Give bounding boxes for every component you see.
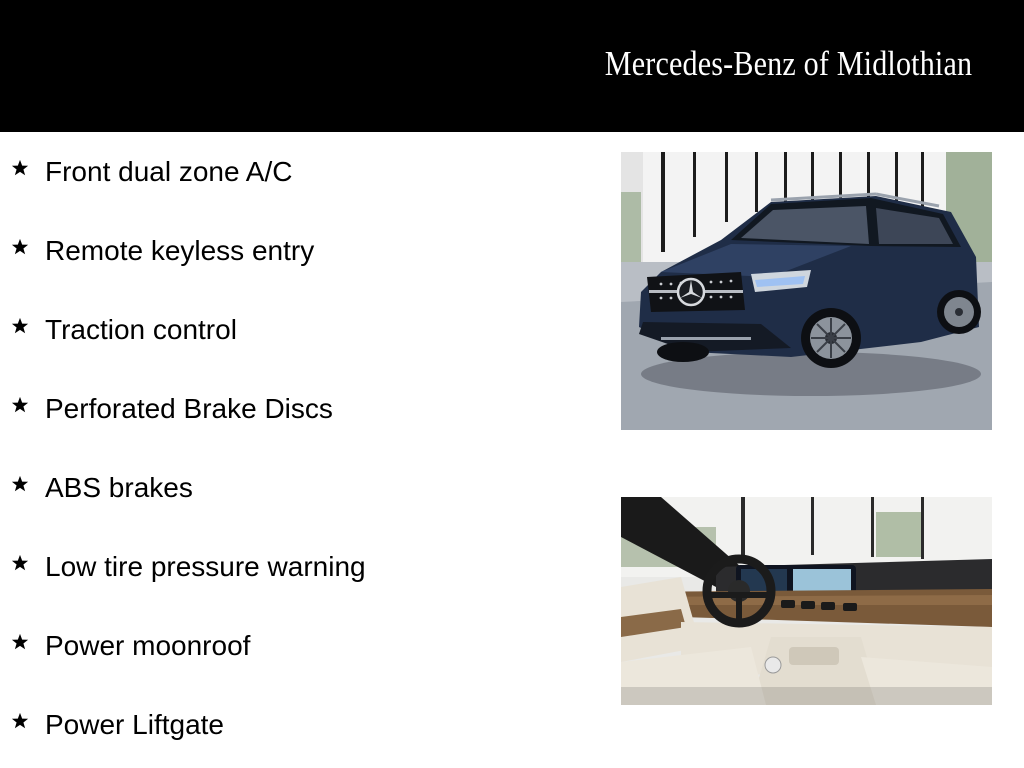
feature-list <box>11 152 366 768</box>
star-icon <box>11 626 33 666</box>
feature-item <box>11 389 366 468</box>
star-icon <box>11 705 33 745</box>
vehicle-exterior-photo <box>621 152 992 430</box>
feature-label: ABS brakes <box>45 472 193 503</box>
feature-item <box>11 547 366 626</box>
feature-label: Perforated Brake Discs <box>45 393 333 424</box>
feature-item <box>11 310 366 389</box>
feature-item <box>11 626 366 705</box>
feature-label: Traction control <box>45 314 237 345</box>
feature-item <box>11 705 366 768</box>
star-icon <box>11 468 33 508</box>
feature-label: Remote keyless entry <box>45 235 315 266</box>
star-icon <box>11 310 33 350</box>
feature-item <box>11 468 366 547</box>
star-icon <box>11 547 33 587</box>
feature-label: Power moonroof <box>45 630 251 661</box>
header-bar <box>0 0 1024 132</box>
feature-item <box>11 231 366 310</box>
feature-label: Power Liftgate <box>45 709 224 740</box>
feature-item <box>11 152 366 231</box>
star-icon <box>11 389 33 429</box>
feature-label: Front dual zone A/C <box>45 156 293 187</box>
vehicle-interior-photo <box>621 497 992 705</box>
feature-label: Low tire pressure warning <box>45 551 366 582</box>
dealer-name: Mercedes-Benz of Midlothian <box>604 44 972 83</box>
star-icon <box>11 152 33 192</box>
star-icon <box>11 231 33 271</box>
